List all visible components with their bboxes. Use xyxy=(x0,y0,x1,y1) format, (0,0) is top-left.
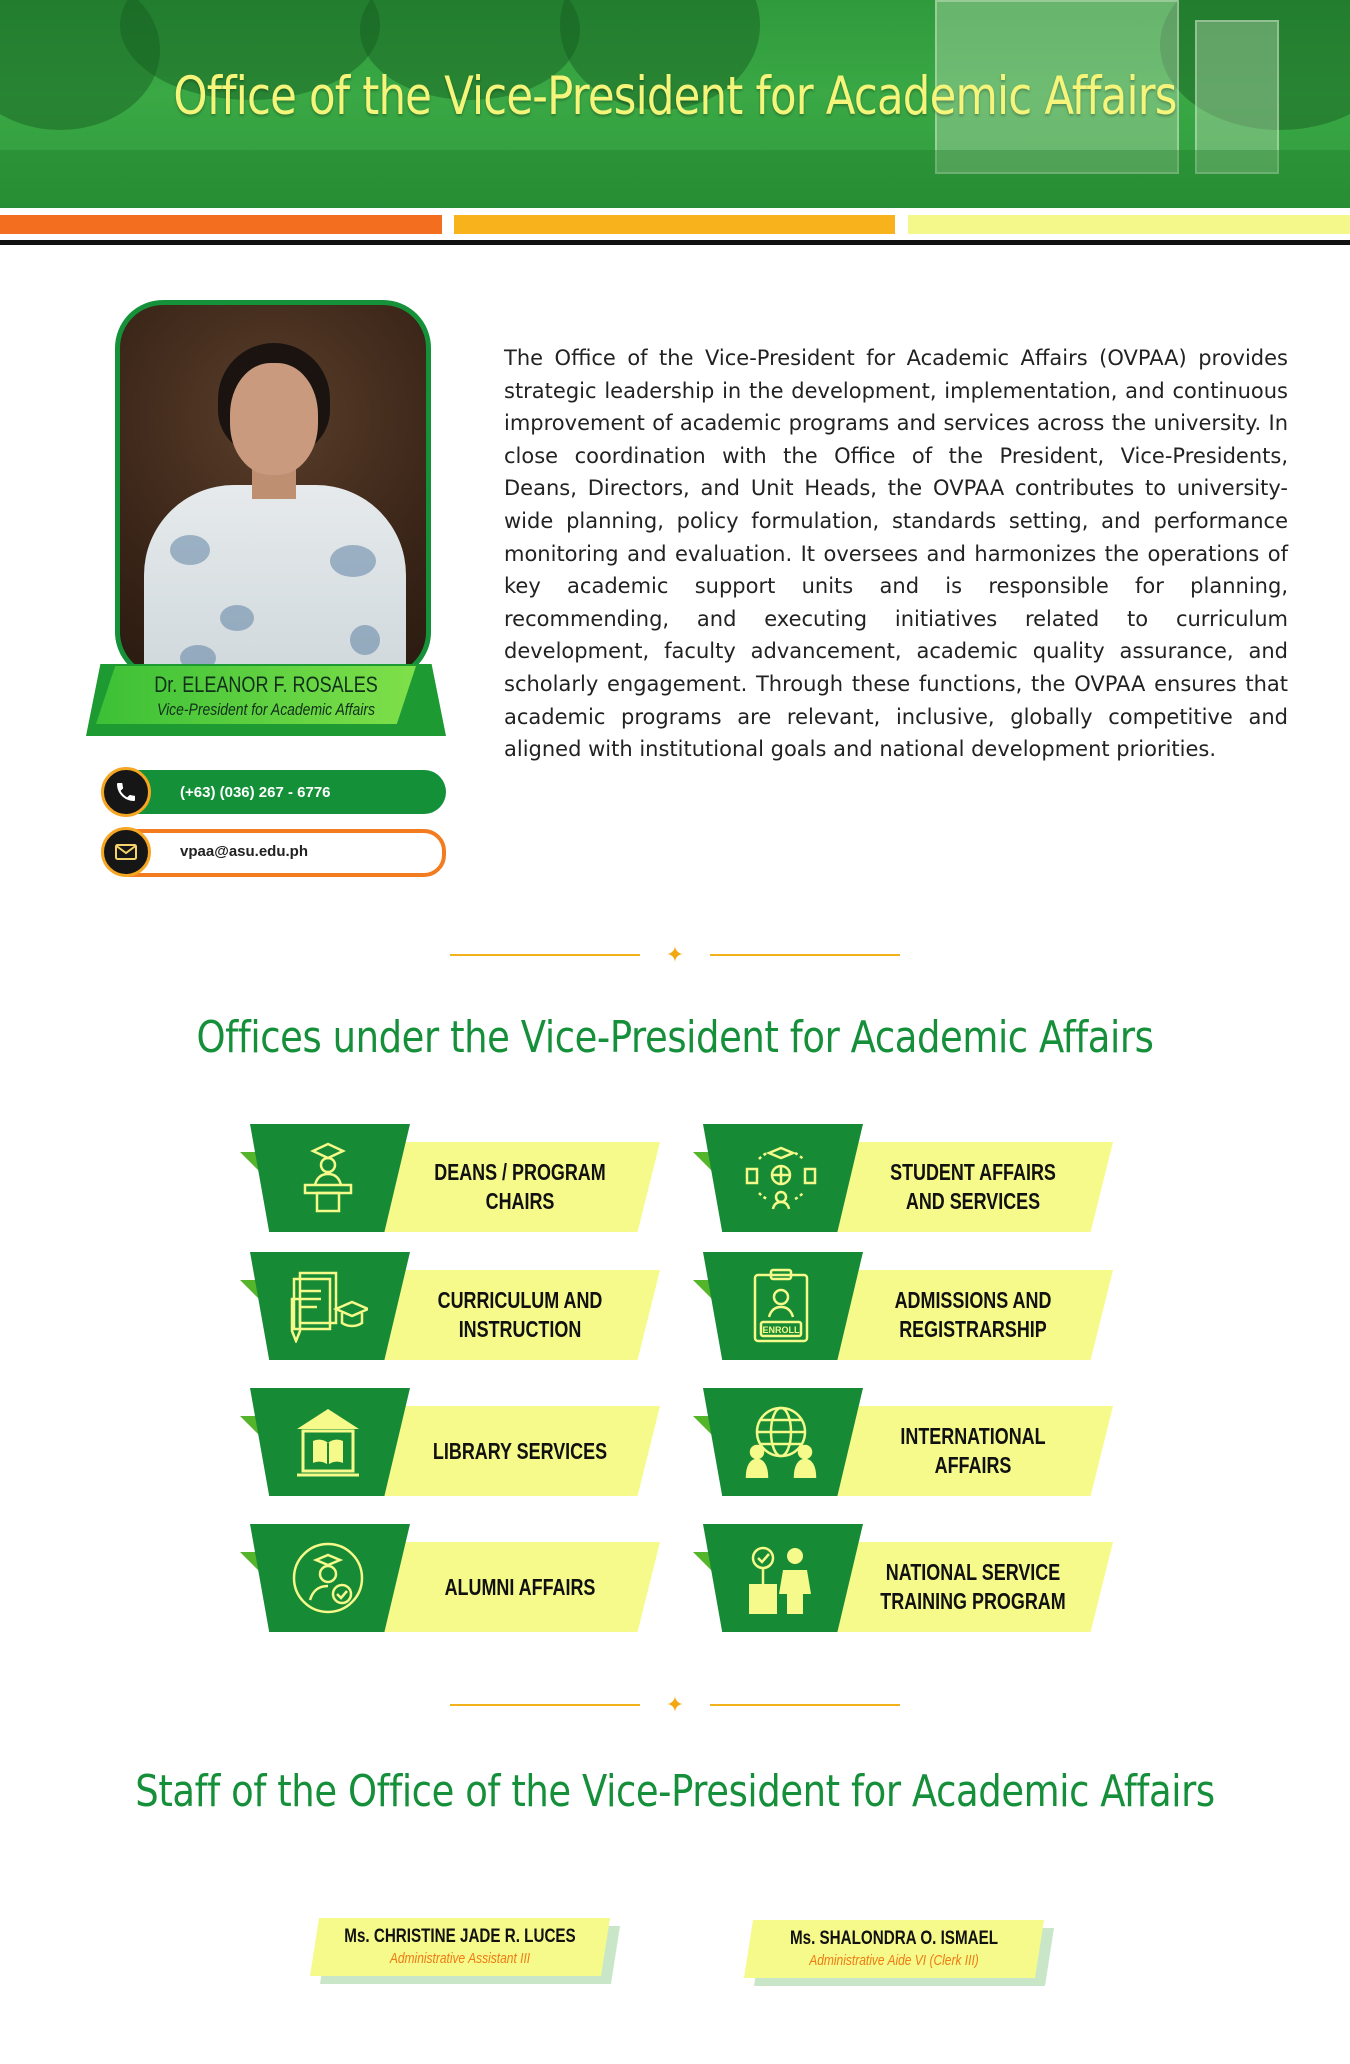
office-label: ALUMNI AFFAIRS xyxy=(444,1573,596,1600)
curriculum-document-icon xyxy=(286,1266,370,1346)
office-label: LIBRARY SERVICES xyxy=(432,1437,608,1464)
staff-name: Ms. CHRISTINE JADE R. LUCES xyxy=(344,1926,576,1947)
email-address[interactable]: vpaa@asu.edu.ph xyxy=(180,843,308,860)
volunteer-box-icon xyxy=(739,1538,823,1618)
office-label: DEANS / PROGRAM CHAIRS xyxy=(434,1159,606,1214)
office-label: INTERNATIONAL AFFAIRS xyxy=(900,1423,1046,1478)
header-stripe-orange xyxy=(0,215,442,234)
alumni-badge-icon xyxy=(286,1538,370,1618)
staff-heading: Staff of the Office of the Vice-President for Academic Affairs xyxy=(135,1766,1215,1817)
staff-position: Administrative Assistant III xyxy=(389,1950,531,1967)
section-divider xyxy=(450,940,900,970)
office-label: NATIONAL SERVICE TRAINING PROGRAM xyxy=(880,1559,1066,1614)
library-building-icon xyxy=(286,1402,370,1482)
vp-name: Dr. ELEANOR F. ROSALES xyxy=(154,672,378,697)
staff-card xyxy=(744,1920,1054,1986)
office-label: CURRICULUM AND INSTRUCTION xyxy=(437,1287,603,1342)
header-banner xyxy=(0,0,1350,208)
office-card-admissions[interactable] xyxy=(693,1252,1113,1360)
vp-portrait xyxy=(115,300,431,680)
offices-heading: Offices under the Vice-President for Academic Affairs xyxy=(196,1012,1154,1063)
graduate-podium-icon xyxy=(286,1138,370,1218)
section-divider xyxy=(450,1690,900,1720)
office-card-library[interactable] xyxy=(240,1388,660,1496)
svg-text:ENROLL: ENROLL xyxy=(762,1325,800,1335)
staff-card xyxy=(310,1918,620,1984)
staff-name: Ms. SHALONDRA O. ISMAEL xyxy=(789,1928,999,1949)
staff-position: Administrative Aide VI (Clerk III) xyxy=(809,1952,979,1969)
globe-people-icon xyxy=(739,1402,823,1482)
header-stripe-amber xyxy=(454,215,895,234)
header-rule xyxy=(0,240,1350,245)
office-card-deans[interactable] xyxy=(240,1124,660,1232)
office-label: STUDENT AFFAIRS AND SERVICES xyxy=(890,1159,1056,1214)
office-card-nstp[interactable] xyxy=(693,1524,1113,1632)
office-card-alumni[interactable] xyxy=(240,1524,660,1632)
office-description: The Office of the Vice-President for Academic Affairs (OVPAA) provides strategic leadership in the development, implementation, and continuous improvement of academic programs and services across the university. In close coordination with the Office of the President, Vice-Presidents, Deans, Directors, and Unit Heads, the OVPAA contributes to university-wide planning, policy formulation, standards setting, and performance monitoring and evaluation. It oversees and harmonizes the operations of key academic support units and is responsible for planning, recommending, and executing initiatives related to curriculum development, faculty advancement, academic quality assurance, and scholarly engagement. Through these functions, the OVPAA ensures that academic programs are relevant, inclusive, globally competitive and aligned with institutional goals and national development priorities. xyxy=(504,346,1288,762)
phone-icon xyxy=(101,767,151,817)
header-stripe-yellow xyxy=(908,215,1350,234)
page-title: Office of the Vice-President for Academic Affairs xyxy=(173,66,1177,127)
phone-number[interactable]: (+63) (036) 267 - 6776 xyxy=(180,784,331,801)
office-card-curriculum[interactable] xyxy=(240,1252,660,1360)
office-label: ADMISSIONS AND REGISTRARSHIP xyxy=(894,1287,1052,1342)
office-card-student-affairs[interactable] xyxy=(693,1124,1113,1232)
enroll-clipboard-icon xyxy=(739,1266,823,1346)
mail-icon xyxy=(101,827,151,877)
vp-position: Vice-President for Academic Affairs xyxy=(157,700,375,719)
sparkle-icon: ✦ xyxy=(665,1692,685,1717)
student-network-icon xyxy=(739,1138,823,1218)
office-card-international[interactable] xyxy=(693,1388,1113,1496)
vp-nameplate xyxy=(86,664,446,736)
sparkle-icon: ✦ xyxy=(665,942,685,967)
